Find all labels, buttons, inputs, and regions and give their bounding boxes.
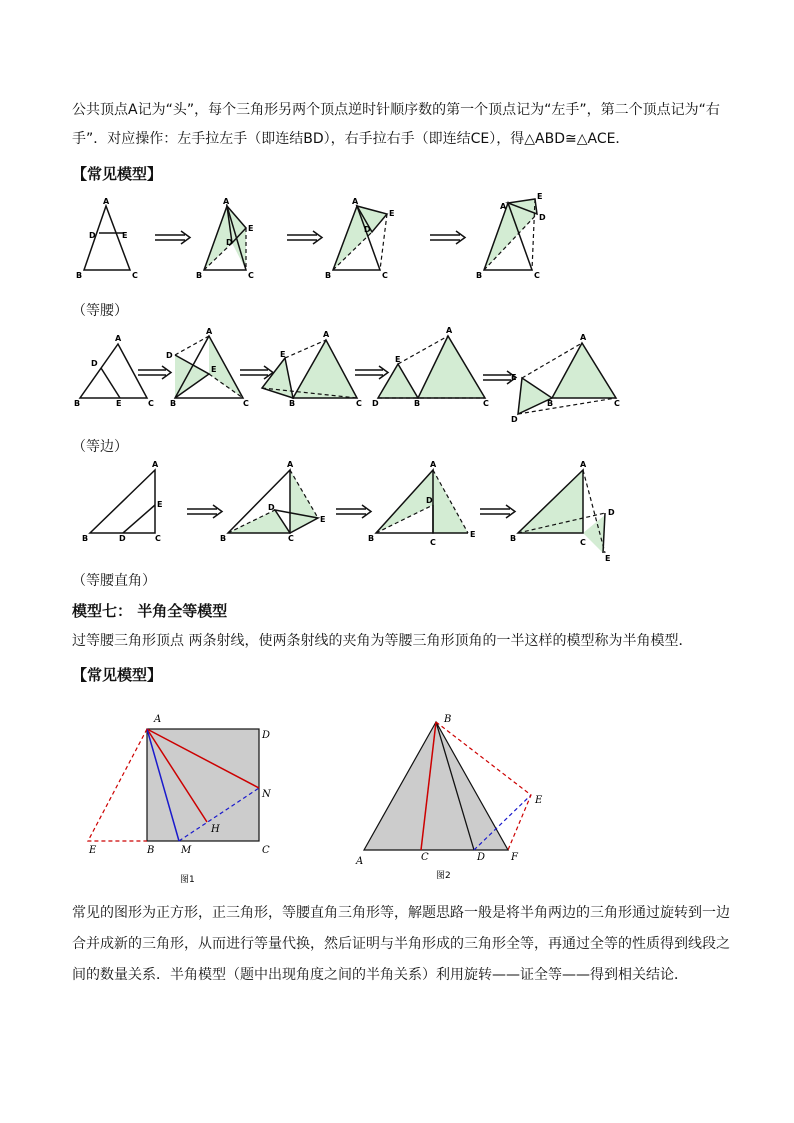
svg-text:E: E	[389, 209, 395, 218]
svg-text:C: C	[288, 534, 294, 543]
svg-text:A: A	[500, 202, 507, 211]
fig2-label-C: C	[421, 852, 429, 863]
svg-text:E: E	[122, 231, 128, 240]
svg-text:E: E	[537, 192, 543, 201]
svg-text:C: C	[534, 271, 540, 280]
svg-text:B: B	[74, 399, 81, 408]
svg-text:B: B	[170, 399, 177, 408]
svg-text:E: E	[248, 224, 254, 233]
svg-text:C: C	[356, 399, 362, 408]
svg-text:A: A	[223, 197, 230, 206]
svg-text:C: C	[132, 271, 138, 280]
svg-text:C: C	[580, 538, 586, 547]
svg-text:D: D	[539, 213, 546, 222]
svg-text:D: D	[511, 415, 518, 424]
svg-text:E: E	[320, 515, 326, 524]
svg-text:A: A	[152, 460, 159, 469]
svg-text:D: D	[119, 534, 126, 543]
fig1-label-E: E	[89, 845, 97, 856]
svg-text:D: D	[166, 351, 173, 360]
intro-paragraph: 公共顶点A记为“头”，每个三角形另两个顶点逆时针顺序数的第一个顶点记为“左手”，第二个顶点记为“右手”．对应操作：左手拉左手（即连结BD），右手拉右手（即连结CE），得△ABD≅△ACE．	[72, 102, 720, 147]
svg-text:C: C	[483, 399, 489, 408]
svg-text:C: C	[382, 271, 388, 280]
svg-text:A: A	[103, 197, 110, 206]
svg-text:B: B	[82, 534, 89, 543]
fig1-label-M: M	[181, 845, 192, 856]
svg-text:B: B	[547, 399, 554, 408]
caption-equilateral: （等边）	[72, 439, 128, 455]
model7-definition: 过等腰三角形顶点 两条射线，使两条射线的夹角为等腰三角形顶角的一半这样的模型称为半角模型．	[72, 633, 693, 649]
svg-text:E: E	[157, 500, 163, 509]
fig2-label-D: D	[477, 852, 486, 863]
svg-text:A: A	[580, 333, 587, 342]
svg-text:B: B	[220, 534, 227, 543]
svg-text:B: B	[196, 271, 203, 280]
fig1-label-C: C	[262, 845, 270, 856]
svg-text:B: B	[325, 271, 332, 280]
fig1-label-N: N	[262, 789, 271, 800]
svg-text:C: C	[614, 399, 620, 408]
svg-text:E: E	[511, 373, 517, 382]
svg-text:C: C	[248, 271, 254, 280]
svg-text:E: E	[395, 355, 401, 364]
caption-isosceles: （等腰）	[72, 303, 128, 319]
svg-text:C: C	[430, 538, 436, 547]
fig2-label-E: E	[535, 795, 543, 806]
svg-text:B: B	[289, 399, 296, 408]
fig1-label-A: A	[154, 714, 162, 725]
svg-text:D: D	[608, 508, 615, 517]
svg-text:C: C	[148, 399, 154, 408]
svg-text:A: A	[287, 460, 294, 469]
svg-text:B: B	[368, 534, 375, 543]
common-models-label-1: 【常见模型】	[72, 165, 163, 183]
caption-isosceles-right: （等腰直角）	[72, 573, 156, 589]
svg-text:B: B	[476, 271, 483, 280]
fig2-label-F: F	[511, 852, 518, 863]
model7-heading: 模型七： 半角全等模型	[72, 602, 228, 620]
svg-text:A: A	[206, 327, 213, 336]
svg-text:D: D	[89, 231, 96, 240]
svg-text:E: E	[211, 365, 217, 374]
svg-text:C: C	[155, 534, 161, 543]
svg-text:D: D	[91, 359, 98, 368]
svg-text:E: E	[116, 399, 122, 408]
svg-text:E: E	[470, 530, 476, 539]
figure1-caption: 图1	[180, 875, 195, 885]
final-paragraph: 常见的图形为正方形，正三角形，等腰直角三角形等，解题思路一般是将半角两边的三角形通过旋转到一边合并成新的三角形，从而进行等量代换，然后证明与半角形成的三角形全等，再通过全等的性质得到线段之间的数量关系．半角模型（题中出现角度之间的半角关系）利用旋转——证全等——得到相关结论．	[72, 905, 730, 983]
fig2-label-B: B	[444, 714, 452, 725]
svg-text:D: D	[268, 503, 275, 512]
fig1-label-B: B	[147, 845, 155, 856]
svg-text:A: A	[446, 326, 453, 335]
svg-text:A: A	[430, 460, 437, 469]
svg-text:D: D	[372, 399, 379, 408]
fig2-label-A: A	[356, 856, 364, 867]
svg-text:D: D	[226, 238, 233, 247]
svg-text:E: E	[280, 350, 286, 359]
svg-text:C: C	[243, 399, 249, 408]
svg-text:E: E	[605, 554, 611, 563]
svg-text:B: B	[510, 534, 517, 543]
common-models-label-2: 【常见模型】	[72, 666, 163, 684]
figure2-caption: 图2	[436, 871, 451, 881]
svg-text:A: A	[580, 460, 587, 469]
svg-text:A: A	[323, 330, 330, 339]
svg-text:A: A	[352, 197, 359, 206]
svg-text:B: B	[414, 399, 421, 408]
fig1-label-H: H	[211, 824, 220, 835]
svg-text:A: A	[115, 334, 122, 343]
fig1-label-D: D	[262, 730, 271, 741]
svg-text:D: D	[426, 496, 433, 505]
svg-text:B: B	[76, 271, 83, 280]
svg-text:D: D	[364, 225, 371, 234]
